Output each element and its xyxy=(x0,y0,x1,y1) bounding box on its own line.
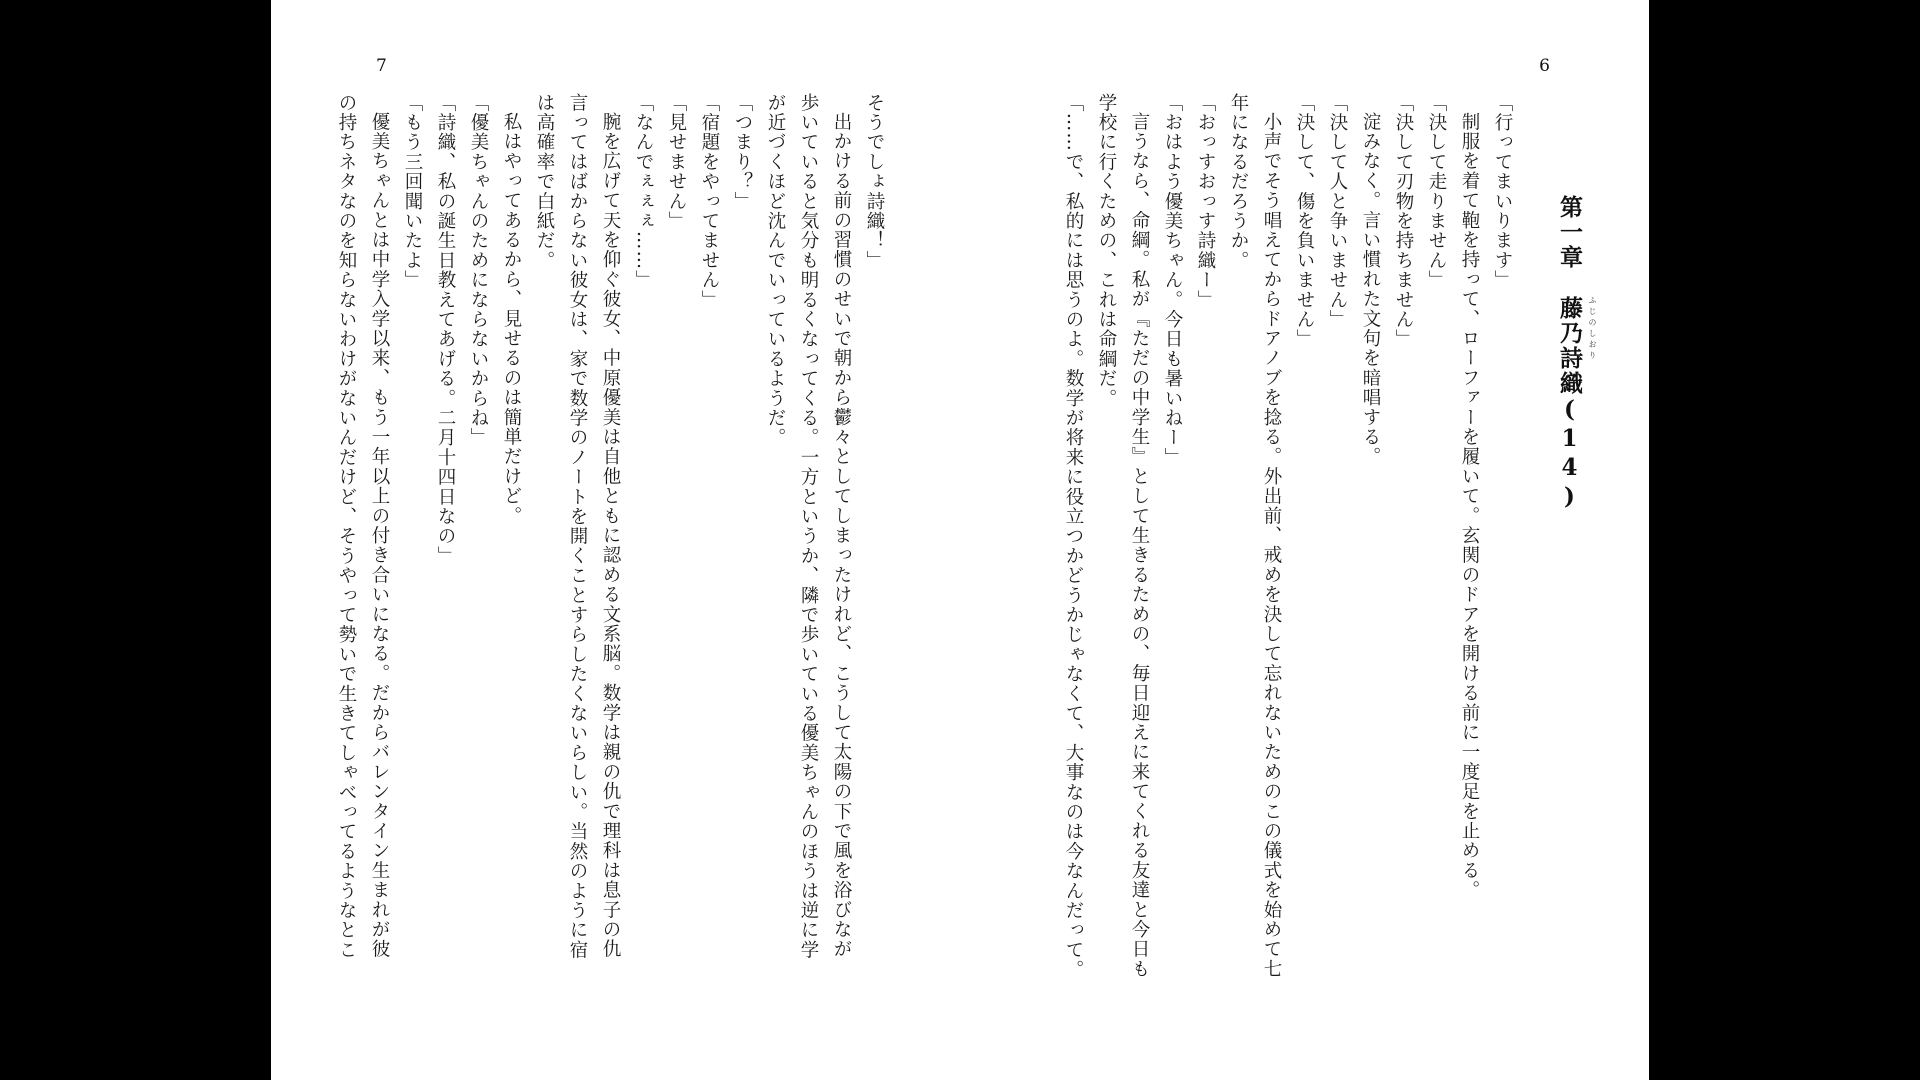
text-line: 淀みなく。言い慣れた文句を暗唱する。 xyxy=(1360,111,1381,467)
chapter-character-age: (14) xyxy=(1556,396,1583,512)
chapter-character-name: 藤乃詩織 xyxy=(1556,296,1583,396)
text-line: 学校に行くための、これは命綱だ。 xyxy=(1096,93,1117,409)
text-line: は高確率で白紙だ。 xyxy=(534,93,555,271)
text-line: 「決して、傷を負いません」 xyxy=(1294,93,1315,350)
text-line: 私はやってあるから、見せるのは簡単だけど。 xyxy=(501,111,522,526)
text-line: 「……で、私的には思うのよ。数学が将来に役立つかどうかじゃなくて、大事なのは今なんだって。 xyxy=(1063,93,1084,980)
text-line: 「決して刃物を持ちません」 xyxy=(1393,93,1414,350)
text-line: 「宿題をやってません」 xyxy=(699,93,720,310)
text-line: 「おはよう優美ちゃん。今日も暑いねー」 xyxy=(1162,93,1183,468)
chapter-label: 第一章 xyxy=(1556,195,1583,270)
text-line: 小声でそう唱えてからドアノブを捻る。外出前、戒めを決して忘れないためのこの儀式を始めて七 xyxy=(1261,111,1282,979)
text-line: 「おっすおっす詩織ー」 xyxy=(1195,93,1216,310)
text-line: の持ちネタなのを知らないわけがないんだけど、そうやって勢いで生きてしゃべってるようなとこ xyxy=(336,93,357,960)
text-line: 優美ちゃんとは中学入学以来、もう一年以上の付き合いになる。だからバレンタイン生まれが彼 xyxy=(369,111,390,959)
text-line: 「決して走りません」 xyxy=(1426,93,1447,290)
text-line: 制服を着て鞄を持って、ローファーを履いて。玄関のドアを開ける前に一度足を止める。 xyxy=(1459,111,1480,900)
chapter-name-ruby: ふじのしおり xyxy=(1588,296,1597,362)
text-line: 「見せません」 xyxy=(666,93,687,231)
page-number-left: 7 xyxy=(376,56,387,76)
text-line: 年になるだろうか。 xyxy=(1228,93,1249,271)
text-line: 「もう三回聞いたよ」 xyxy=(402,93,423,290)
right-page-body xyxy=(1063,93,1519,1013)
text-line: 「優美ちゃんのためにならないからね」 xyxy=(468,93,489,448)
text-line: 「決して人と争いません」 xyxy=(1327,93,1348,330)
left-page-body xyxy=(330,93,891,1013)
text-line: 「行ってまいります」 xyxy=(1492,93,1513,290)
chapter-heading xyxy=(1553,195,1597,512)
text-line: 「詩織、私の誕生日教えてあげる。二月十四日なの」 xyxy=(435,93,456,566)
right-page[interactable] xyxy=(960,0,1649,1080)
text-line: 歩いていると気分も明るくなってくる。一方というか、隣で歩いている優美ちゃんのほうは逆に学 xyxy=(798,93,819,960)
page-number-right: 6 xyxy=(1539,56,1550,76)
text-line: 腕を広げて天を仰ぐ彼女、中原優美は自他ともに認める文系脳。数学は親の仇で理科は息子の仇 xyxy=(600,111,621,959)
left-page[interactable] xyxy=(271,0,960,1080)
text-line: 「なんでぇぇぇ……」 xyxy=(633,93,654,290)
text-line: 言ってはばからない彼女は、家で数学のノートを開くことすらしたくないらしい。当然のように宿 xyxy=(567,93,588,960)
text-line: が近づくほど沈んでいっているようだ。 xyxy=(765,93,786,448)
text-line: そうでしょ詩織！」 xyxy=(864,93,885,271)
text-line: 「つまり？」 xyxy=(732,93,753,212)
text-line: 出かける前の習慣のせいで朝から鬱々としてしまったけれど、こうして太陽の下で風を浴びなが xyxy=(831,111,852,959)
book-spread xyxy=(271,0,1649,1080)
text-line: 言うなら、命綱。私が『ただの中学生』として生きるための、毎日迎えに来てくれる友達と今日も xyxy=(1129,111,1150,979)
